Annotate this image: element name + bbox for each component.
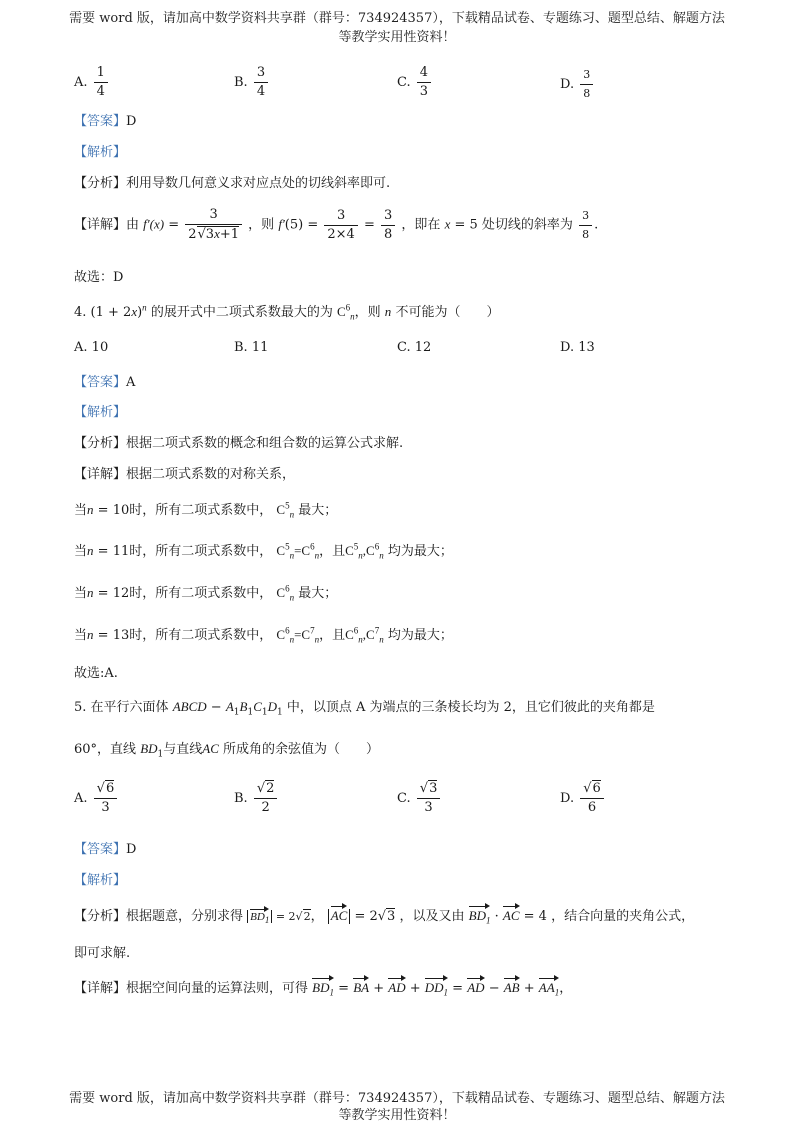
q5-stem-line2: 60°，直线 $BD_1$与直线AC 所成角的余弦值为（ ） [74, 741, 380, 760]
q5-option-c: C. $\frac{√3}{3}$ [397, 780, 442, 817]
q5-fenxi: 【分析】根据题意，分别求得 $BD_1 = 2√2$， AC = 2√3 ，以及又由 $BD_1$ · AC = 4 ，结合向量的夹角公式， [74, 908, 695, 926]
q5-detail: 【详解】根据空间向量的运算法则，可得 $BD_1$ = BA + AD + $DD_1$ = AD − AB + $AA_1$， [74, 980, 573, 998]
q4-case-11: 当n = 11时，所有二项式系数中， $C^5_n=C^6_n$，且$C^5_n,C^6_n$ 均为最大； [74, 541, 453, 561]
q3-fenxi: 【分析】利用导数几何意义求对应点处的切线斜率即可. [74, 176, 391, 191]
q5-jiexi: 【解析】 [74, 873, 127, 888]
q4-case-13: 当n = 13时，所有二项式系数中， $C^6_n=C^7_n$，且$C^6_n,C^7_n$ 均为最大； [74, 625, 453, 645]
q5-answer: 【答案】D [74, 842, 137, 857]
q5-stem-line1: 5. 在平行六面体 ABCD − $A_1B_1C_1D_1$ 中，以顶点 A 为端点的三条棱长均为 2，且它们彼此的夹角都是 [74, 699, 655, 718]
q3-answer: 【答案】D [74, 114, 137, 129]
q4-jiexi: 【解析】 [74, 405, 127, 420]
q5-option-a: A. $\frac{√6}{3}$ [74, 780, 119, 817]
q4-case-10: 当n = 10时，所有二项式系数中， $C^5_n$ 最大； [74, 500, 338, 520]
q3-option-a: A. $\frac{1}{4}$ [74, 64, 110, 101]
q3-conclusion: 故选：D [74, 270, 124, 285]
q5-fenxi-line2: 即可求解. [74, 946, 131, 961]
q4-stem: 4. $(1 + 2x)^n$ 的展开式中二项式系数最大的为 $C^6_n$，则 n 不可能为（ ） [74, 302, 500, 322]
q4-option-d: D. 13 [560, 340, 595, 355]
q5-option-d: D. $\frac{√6}{6}$ [560, 780, 606, 817]
q3-jiexi: 【解析】 [74, 145, 127, 160]
q4-option-b: B. 11 [234, 340, 269, 355]
q5-option-b: B. $\frac{√2}{2}$ [234, 780, 279, 817]
q3-option-c: C. $\frac{4}{3}$ [397, 64, 433, 101]
q4-detail: 【详解】根据二项式系数的对称关系， [74, 467, 296, 482]
q4-answer: 【答案】A [74, 375, 136, 390]
page-footer-line2: 等教学实用性资料！ [338, 1108, 456, 1123]
page-header-line2: 等教学实用性资料！ [338, 30, 456, 45]
q3-option-d: D. $\frac{3}{8}$ [560, 66, 595, 103]
page-header-line1: 需要 word 版，请加高中数学资料共享群（群号：734924357），下载精品试卷、专题练习、题型总结、解题方法 [69, 11, 725, 26]
q4-conclusion: 故选:A. [74, 666, 118, 681]
q4-fenxi: 【分析】根据二项式系数的概念和组合数的运算公式求解. [74, 436, 404, 451]
q3-option-b: B. $\frac{3}{4}$ [234, 64, 270, 101]
page-footer-line1: 需要 word 版，请加高中数学资料共享群（群号：734924357），下载精品试卷、专题练习、题型总结、解题方法 [69, 1091, 725, 1106]
q3-detail: 【详解】由 f′(x) = $\frac{3}{2√3x+1}$ ，则 f′(5) = $\frac{3}{2\times 4}$ = $\frac{3}{8}$ ，即在 x = 5 处切线的斜率为 $\frac{3}{8}$ . [74, 207, 599, 242]
q4-case-12: 当n = 12时，所有二项式系数中， $C^6_n$ 最大； [74, 583, 338, 603]
q4-option-c: C. 12 [397, 340, 432, 355]
q4-option-a: A. 10 [74, 340, 109, 355]
